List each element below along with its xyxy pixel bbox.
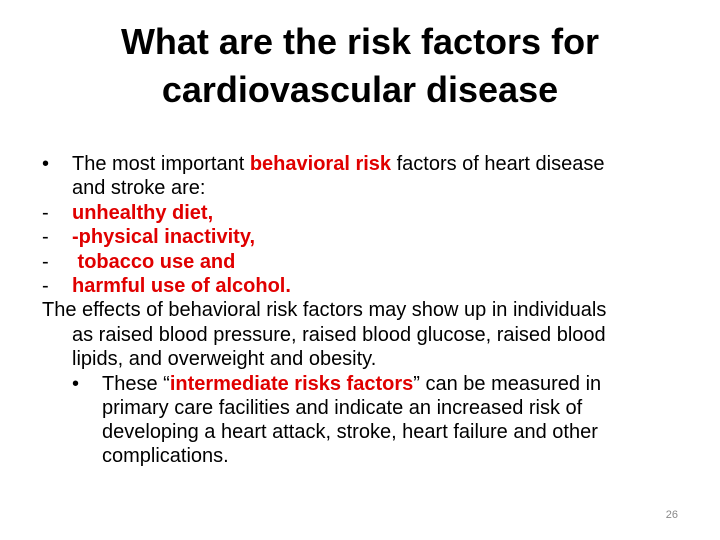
bullet-2-prefix: These “: [102, 373, 170, 395]
bullet-1-highlight: behavioral risk: [249, 153, 392, 175]
bullet-2-highlight: intermediate risks factors: [169, 373, 414, 395]
dash-item-harmful-alcohol: harmful use of alcohol.: [72, 275, 291, 297]
bullet-2-marker: •: [72, 373, 80, 395]
slide-title: [60, 18, 660, 114]
dash-item-unhealthy-diet: unhealthy diet,: [72, 202, 214, 224]
dash-marker-4: -: [42, 275, 49, 297]
bullet-2-line-4: complications.: [102, 445, 229, 467]
paragraph-line-2: as raised blood pressure, raised blood glucose, raised blood: [72, 324, 606, 346]
dash-item-tobacco-use: tobacco use and: [72, 251, 236, 273]
title-line-1: What are the risk factors for: [120, 21, 600, 62]
bullet-1-prefix: The most important: [72, 153, 250, 175]
bullet-2-suffix: ” can be measured in: [413, 373, 602, 395]
dash-marker-2: -: [42, 226, 49, 248]
page-number: 26: [665, 509, 678, 521]
bullet-1-marker: •: [42, 153, 50, 175]
paragraph-line-3: lipids, and overweight and obesity.: [72, 348, 377, 370]
bullet-1-suffix: factors of heart disease: [391, 153, 605, 175]
bullet-2-line-2: primary care facilities and indicate an increased risk of: [102, 397, 583, 419]
dash-marker-1: -: [42, 202, 49, 224]
bullet-2-line-3: developing a heart attack, stroke, heart failure and other: [102, 421, 598, 443]
paragraph-line-1: The effects of behavioral risk factors may show up in individuals: [42, 299, 607, 321]
bullet-2-text: [102, 372, 601, 396]
bullet-1-line-2: and stroke are:: [72, 177, 206, 199]
dash-item-physical-inactivity: -physical inactivity,: [72, 226, 256, 248]
bullet-1-text: [72, 152, 604, 176]
title-line-2: cardiovascular disease: [161, 69, 559, 110]
dash-marker-3: -: [42, 251, 49, 273]
